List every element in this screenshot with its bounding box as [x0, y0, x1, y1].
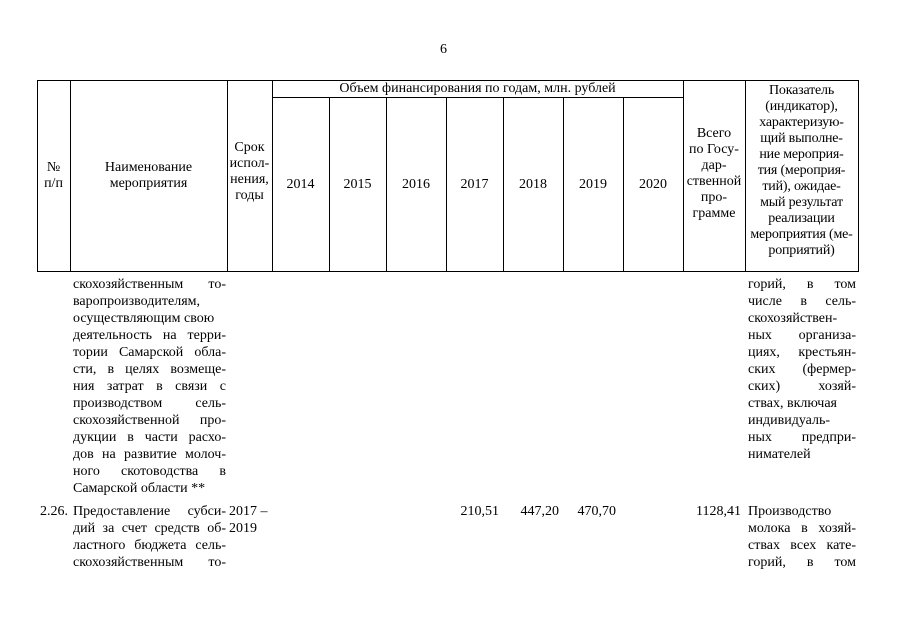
text-line: горий, в том: [748, 277, 856, 292]
header-term: Срок испол- нения, годы: [229, 140, 270, 203]
header-year-2017: 2017: [460, 177, 489, 192]
header-total: Всего по Госу- дар- ственной про- грамме: [686, 126, 742, 221]
text-line: ских (фермер-: [748, 362, 856, 377]
text-line: дов на развитие молоч-: [73, 447, 226, 462]
text-line: варопроизводителям,: [73, 294, 200, 309]
header-year-2014: 2014: [286, 177, 315, 192]
header-bottom-border: [37, 271, 858, 272]
text-line: скохозяйственной про-: [73, 413, 226, 428]
header-financing: Объем финансирования по годам, млн. рублей: [339, 81, 616, 96]
text-line: молока в хозяй-: [748, 521, 856, 536]
page-number: 6: [440, 42, 447, 57]
text-line: производством сель-: [73, 396, 226, 411]
financing-subheader-line: [272, 97, 683, 98]
text-line: ния затрат в связи с: [73, 379, 226, 394]
continuation-indicator-text: [748, 276, 856, 463]
text-line: циях, крестьян-: [748, 345, 856, 360]
value-2018: 447,20: [520, 504, 559, 519]
text-line: горий, в том: [748, 555, 856, 570]
text-line: дукции в части расхо-: [73, 430, 226, 445]
value-2019: 470,70: [577, 504, 616, 519]
header-year-2016: 2016: [402, 177, 430, 192]
header-num: № п/п: [44, 160, 63, 191]
row-term: [229, 503, 273, 537]
header-year-2018: 2018: [519, 177, 547, 192]
continuation-name-text: [73, 276, 226, 497]
value-total: 1128,41: [696, 504, 741, 519]
text-line: осуществляющим свою: [73, 311, 215, 326]
text-line: числе в сель-: [748, 294, 856, 309]
row-number: 2.26.: [40, 504, 68, 519]
text-line: тории Самарской обла-: [73, 345, 226, 360]
text-line: скохозяйственным то-: [73, 277, 226, 292]
text-line: Предоставление субси-: [73, 504, 226, 519]
text-line: ских) хозяй-: [748, 379, 856, 394]
text-line: скохозяйственным то-: [73, 555, 226, 570]
col-line: [272, 80, 273, 272]
header-year-2020: 2020: [639, 177, 667, 192]
text-line: ных организа-: [748, 328, 856, 343]
header-indicator: Показатель (индикатор), характеризую- щий выполне- ние мероприя- тия (мероприя- тий), ожидае- мый результат реализации мероприятия (ме- роприятий): [750, 83, 853, 258]
text-line: дий за счет средств об-: [73, 521, 226, 536]
text-line: Самарской области **: [73, 481, 206, 496]
text-line: деятельность на терри-: [73, 328, 226, 343]
row-name-text: [73, 503, 226, 571]
text-line: ластного бюджета сель-: [73, 538, 226, 553]
text-line: 2017 –: [229, 504, 268, 519]
value-2017: 210,51: [460, 504, 499, 519]
header-year-2019: 2019: [579, 177, 607, 192]
text-line: индивидуаль-: [748, 413, 831, 428]
text-line: сти, в целях возмеще-: [73, 362, 226, 377]
header-name: Наименование мероприятия: [104, 160, 193, 191]
header-year-2015: 2015: [343, 177, 372, 192]
text-line: 2019: [229, 521, 257, 536]
row-indicator-text: [748, 503, 856, 571]
text-line: скохозяйствен-: [748, 311, 838, 326]
text-line: нимателей: [748, 447, 811, 462]
text-line: ного скотоводства в: [73, 464, 226, 479]
text-line: ствах, включая: [748, 396, 837, 411]
text-line: ных предпри-: [748, 430, 856, 445]
text-line: Производство: [748, 504, 832, 519]
col-line: [858, 80, 859, 272]
text-line: ствах всех кате-: [748, 538, 856, 553]
